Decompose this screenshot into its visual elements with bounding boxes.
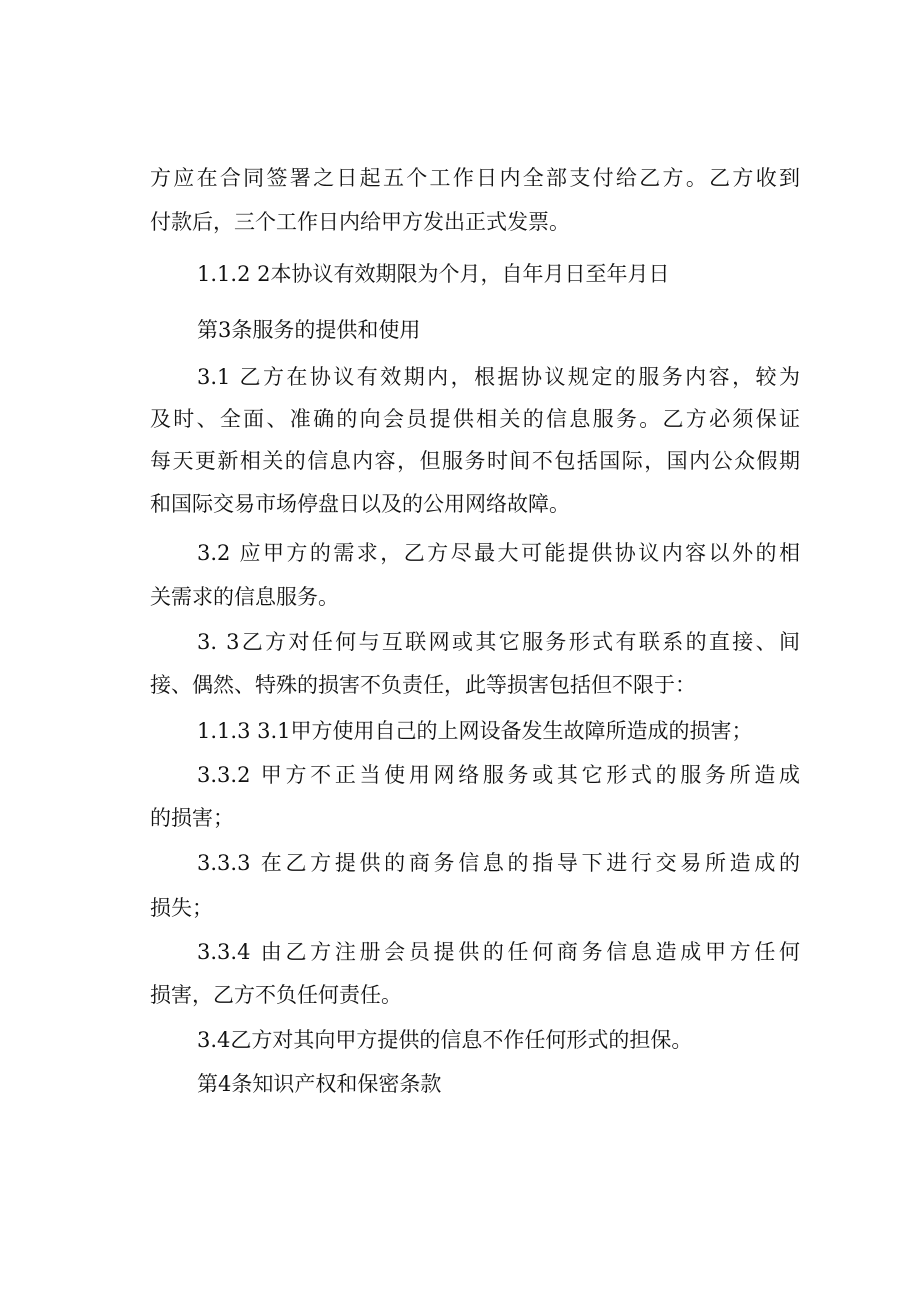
text-line: 3.4乙方对其向甲方提供的信息不作任何形式的担保。 (197, 1028, 693, 1052)
text-line: 3.3.3 在乙方提供的商务信息的指导下进行交易所造成的 (197, 851, 800, 875)
section-heading: 第4条知识产权和保密条款 (197, 1072, 442, 1096)
text-line: 付款后，三个工作日内给甲方发出正式发票。 (150, 210, 570, 234)
text-line: 3.1 乙方在协议有效期内，根据协议规定的服务内容，较为 (197, 365, 800, 389)
text-line: 3. 3乙方对任何与互联网或其它服务形式有联系的直接、间 (197, 630, 800, 654)
text-line: 关需求的信息服务。 (150, 585, 339, 609)
text-line: 每天更新相关的信息内容，但服务时间不包括国际，国内公众假期 (150, 449, 800, 473)
text-line: 1.1.2 2本协议有效期限为个月，自年月日至年月日 (197, 262, 670, 286)
text-line: 方应在合同签署之日起五个工作日内全部支付给乙方。乙方收到 (150, 166, 800, 190)
text-line: 和国际交易市场停盘日以及的公用网络故障。 (150, 492, 570, 516)
text-line: 损害，乙方不负任何责任。 (150, 983, 402, 1007)
text-line: 及时、全面、准确的向会员提供相关的信息服务。乙方必须保证 (150, 407, 800, 431)
text-line: 损失； (150, 896, 213, 920)
text-line: 3.3.2 甲方不正当使用网络服务或其它形式的服务所造成 (197, 763, 800, 787)
text-line: 接、偶然、特殊的损害不负责任，此等损害包括但不限于： (150, 673, 696, 697)
text-line: 1.1.3 3.1甲方使用自己的上网设备发生故障所造成的损害； (197, 719, 753, 743)
text-line: 的损害； (150, 806, 234, 830)
section-heading: 第3条服务的提供和使用 (197, 318, 421, 342)
text-line: 3.2 应甲方的需求，乙方尽最大可能提供协议内容以外的相 (197, 541, 800, 565)
text-line: 3.3.4 由乙方注册会员提供的任何商务信息造成甲方任何 (197, 940, 800, 964)
